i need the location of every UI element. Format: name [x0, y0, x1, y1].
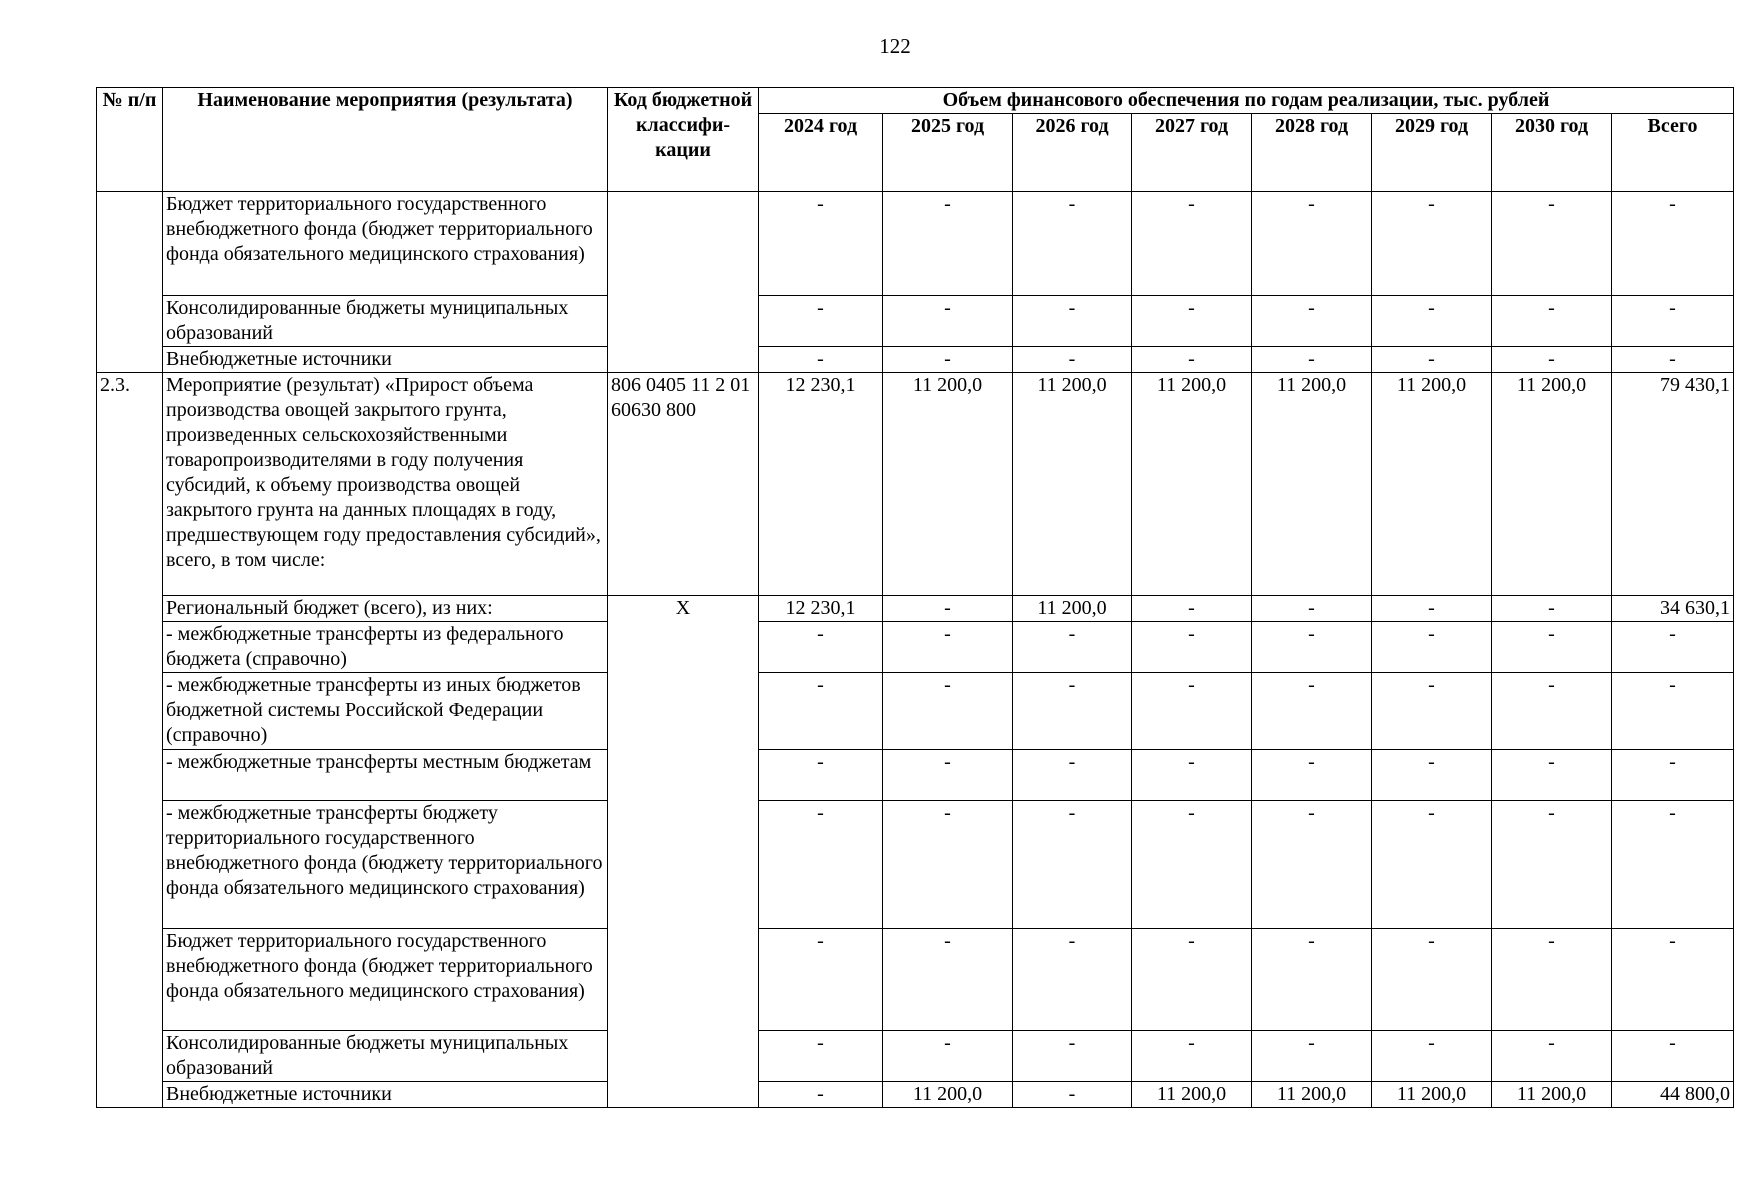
header-year-2027: 2027 год	[1132, 114, 1252, 192]
table-row	[97, 673, 1734, 750]
value-cell: -	[1492, 622, 1612, 673]
value-cell: 11 200,0	[1492, 373, 1612, 596]
value-cell: -	[1132, 192, 1252, 296]
value-cell: 11 200,0	[1252, 1082, 1372, 1108]
header-code: Код бюджетной классифи-кации	[608, 88, 759, 192]
value-cell: -	[1132, 929, 1252, 1031]
value-cell: -	[1132, 750, 1252, 801]
value-cell: -	[759, 801, 883, 929]
value-cell: -	[759, 622, 883, 673]
value-cell: -	[1612, 296, 1734, 347]
value-cell: -	[1492, 929, 1612, 1031]
value-cell: -	[1013, 750, 1132, 801]
value-cell: -	[1612, 622, 1734, 673]
table-row	[97, 801, 1734, 929]
value-cell: -	[1252, 801, 1372, 929]
value-cell: 11 200,0	[883, 1082, 1013, 1108]
value-cell: -	[883, 347, 1013, 373]
row-name: Консолидированные бюджеты муниципальных образований	[163, 1031, 608, 1082]
value-cell: -	[1492, 673, 1612, 750]
item-name: Мероприятие (результат) «Прирост объема производства овощей закрытого грунта, произведенных сельскохозяйственными товаропроизводителями в году получения субсидий, к объему производства овощей закрытого грунта на данных площадях в году, предшествующем году предоставления субсидий», всего, в том числе:	[163, 373, 608, 596]
value-cell: -	[1372, 192, 1492, 296]
value-cell: -	[1492, 801, 1612, 929]
value-cell: -	[1492, 596, 1612, 622]
value-cell: 11 200,0	[1132, 373, 1252, 596]
value-cell: 11 200,0	[1252, 373, 1372, 596]
row-name: Консолидированные бюджеты муниципальных образований	[163, 296, 608, 347]
value-cell: -	[1252, 596, 1372, 622]
value-cell: -	[1252, 1031, 1372, 1082]
value-cell: -	[1372, 750, 1492, 801]
value-cell: -	[1013, 673, 1132, 750]
value-cell: 12 230,1	[759, 596, 883, 622]
value-cell: -	[1132, 596, 1252, 622]
value-cell: -	[759, 296, 883, 347]
number-cell	[97, 192, 163, 373]
value-cell: 12 230,1	[759, 373, 883, 596]
value-cell: 79 430,1	[1612, 373, 1734, 596]
value-cell: -	[1252, 622, 1372, 673]
value-cell: -	[1612, 929, 1734, 1031]
header-name: Наименование мероприятия (результата)	[163, 88, 608, 192]
value-cell: -	[883, 596, 1013, 622]
value-cell: -	[1492, 347, 1612, 373]
value-cell: -	[1013, 1031, 1132, 1082]
value-cell: -	[883, 929, 1013, 1031]
row-name: Региональный бюджет (всего), из них:	[163, 596, 608, 622]
value-cell: -	[1252, 750, 1372, 801]
value-cell: -	[1013, 929, 1132, 1031]
value-cell: -	[1372, 622, 1492, 673]
value-cell: -	[883, 801, 1013, 929]
value-cell: -	[1013, 622, 1132, 673]
code-mark: X	[608, 596, 759, 1108]
value-cell: -	[883, 192, 1013, 296]
value-cell: -	[1492, 750, 1612, 801]
value-cell: -	[1132, 801, 1252, 929]
value-cell: -	[1132, 1031, 1252, 1082]
value-cell: 34 630,1	[1612, 596, 1734, 622]
value-cell: -	[883, 622, 1013, 673]
table-row	[97, 192, 1734, 296]
value-cell: -	[1252, 673, 1372, 750]
value-cell: -	[1132, 347, 1252, 373]
value-cell: -	[759, 929, 883, 1031]
code-cell	[608, 192, 759, 373]
value-cell: -	[1132, 296, 1252, 347]
header-number: № п/п	[97, 88, 163, 192]
item-number: 2.3.	[97, 373, 163, 1108]
row-name: - межбюджетные трансферты бюджету территориального государственного внебюджетного фонда (бюджету территориального фонда обязательного медицинского страхования)	[163, 801, 608, 929]
table-row	[97, 373, 1734, 596]
value-cell: 11 200,0	[1372, 373, 1492, 596]
table-row	[97, 1082, 1734, 1108]
value-cell: -	[759, 347, 883, 373]
value-cell: -	[1013, 192, 1132, 296]
value-cell: 11 200,0	[1492, 1082, 1612, 1108]
header-funding: Объем финансового обеспечения по годам реализации, тыс. рублей	[759, 88, 1734, 114]
row-name: - межбюджетные трансферты из федерального бюджета (справочно)	[163, 622, 608, 673]
row-name: - межбюджетные трансферты местным бюджетам	[163, 750, 608, 801]
header-year-2024: 2024 год	[759, 114, 883, 192]
value-cell: -	[1372, 347, 1492, 373]
row-name: Внебюджетные источники	[163, 347, 608, 373]
header-year-2028: 2028 год	[1252, 114, 1372, 192]
value-cell: 11 200,0	[1013, 596, 1132, 622]
value-cell: -	[759, 1082, 883, 1108]
table-row	[97, 750, 1734, 801]
value-cell: -	[1252, 296, 1372, 347]
table-row	[97, 622, 1734, 673]
value-cell: -	[1492, 1031, 1612, 1082]
value-cell: 11 200,0	[883, 373, 1013, 596]
value-cell: -	[759, 1031, 883, 1082]
header-year-2029: 2029 год	[1372, 114, 1492, 192]
value-cell: 11 200,0	[1013, 373, 1132, 596]
table-row	[97, 296, 1734, 347]
funding-table	[96, 87, 1734, 1108]
value-cell: 44 800,0	[1612, 1082, 1734, 1108]
value-cell: -	[1372, 596, 1492, 622]
value-cell: -	[1013, 296, 1132, 347]
page-number: 122	[879, 34, 911, 58]
value-cell: -	[759, 673, 883, 750]
row-name: Внебюджетные источники	[163, 1082, 608, 1108]
value-cell: -	[883, 1031, 1013, 1082]
item-code: 806 0405 11 2 01 60630 800	[608, 373, 759, 596]
value-cell: -	[1132, 622, 1252, 673]
value-cell: -	[759, 750, 883, 801]
header-year-2026: 2026 год	[1013, 114, 1132, 192]
value-cell: -	[1612, 1031, 1734, 1082]
value-cell: -	[1492, 296, 1612, 347]
value-cell: -	[1372, 1031, 1492, 1082]
row-name: Бюджет территориального государственного внебюджетного фонда (бюджет территориального фонда обязательного медицинского страхования)	[163, 192, 608, 296]
value-cell: -	[1612, 347, 1734, 373]
value-cell: -	[883, 673, 1013, 750]
value-cell: -	[1612, 801, 1734, 929]
row-name: - межбюджетные трансферты из иных бюджетов бюджетной системы Российской Федерации (справочно)	[163, 673, 608, 750]
value-cell: -	[1013, 347, 1132, 373]
value-cell: -	[1252, 347, 1372, 373]
value-cell: -	[1492, 192, 1612, 296]
value-cell: -	[1372, 673, 1492, 750]
row-name: Бюджет территориального государственного внебюджетного фонда (бюджет территориального фонда обязательного медицинского страхования)	[163, 929, 608, 1031]
value-cell: -	[759, 192, 883, 296]
value-cell: -	[1372, 801, 1492, 929]
header-year-2030: 2030 год	[1492, 114, 1612, 192]
value-cell: -	[1612, 750, 1734, 801]
table-row	[97, 596, 1734, 622]
value-cell: -	[1132, 673, 1252, 750]
value-cell: -	[1612, 192, 1734, 296]
value-cell: 11 200,0	[1132, 1082, 1252, 1108]
header-year-2025: 2025 год	[883, 114, 1013, 192]
value-cell: -	[1252, 192, 1372, 296]
header-total: Всего	[1612, 114, 1734, 192]
value-cell: -	[1013, 1082, 1132, 1108]
table-header	[97, 88, 1734, 192]
value-cell: -	[1013, 801, 1132, 929]
value-cell: 11 200,0	[1372, 1082, 1492, 1108]
value-cell: -	[883, 296, 1013, 347]
value-cell: -	[1612, 673, 1734, 750]
table-row	[97, 347, 1734, 373]
value-cell: -	[883, 750, 1013, 801]
value-cell: -	[1372, 929, 1492, 1031]
value-cell: -	[1372, 296, 1492, 347]
table-row	[97, 929, 1734, 1031]
table-row	[97, 1031, 1734, 1082]
value-cell: -	[1252, 929, 1372, 1031]
